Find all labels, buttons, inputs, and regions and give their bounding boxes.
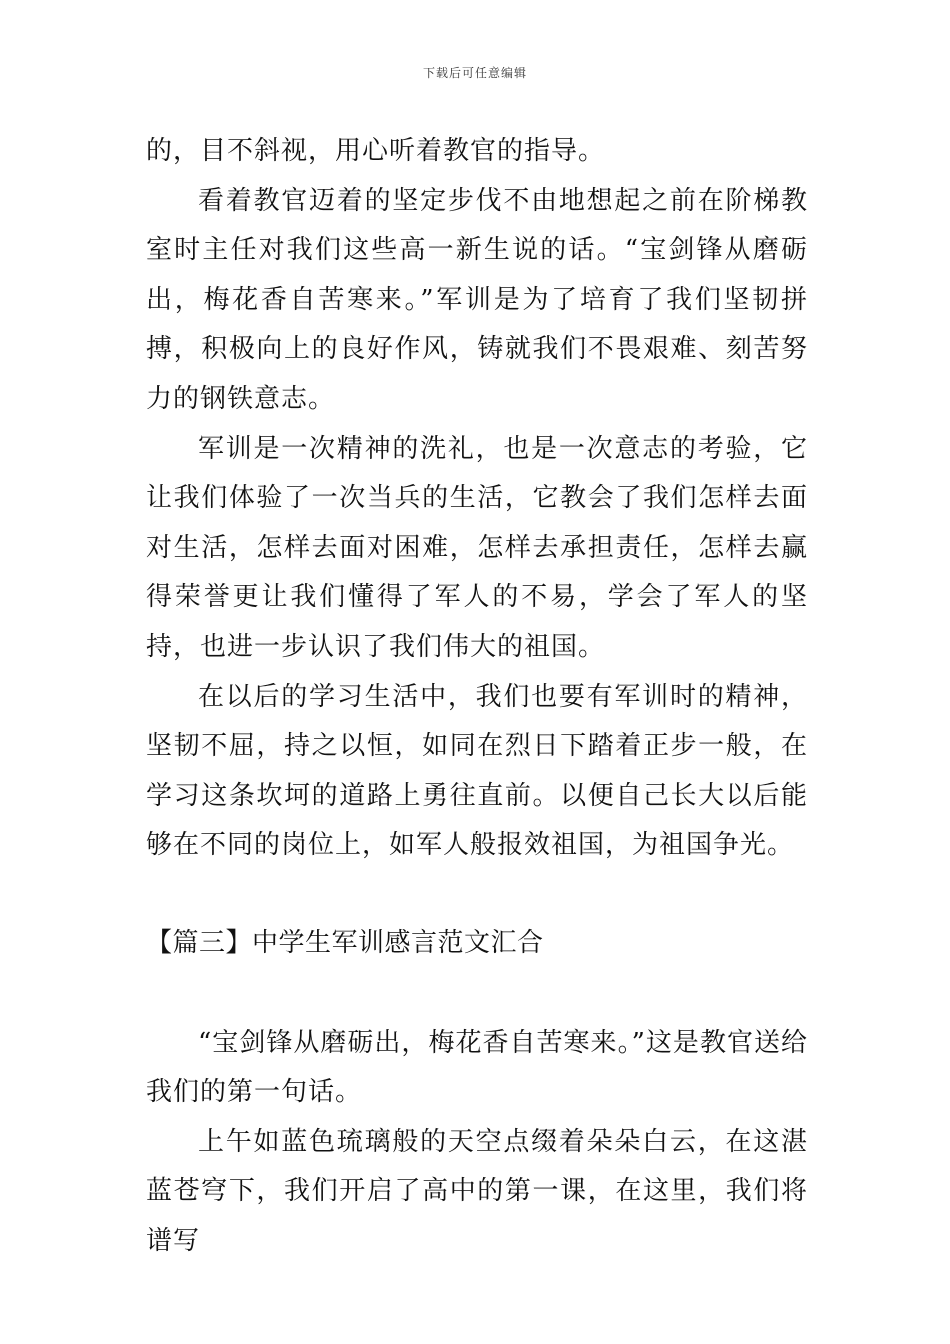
section-heading: 【篇三】中学生军训感言范文汇合: [146, 927, 544, 958]
page-header-note: 下载后可任意编辑: [422, 66, 527, 80]
paragraph: 看着教官迈着的坚定步伐不由地想起之前在阶梯教室时主任对我们这些高一新生说的话。“宝剑锋从磨砺出，梅花香自苦寒来。”军训是为了培育了我们坚韧拼搏，积极向上的良好作风，铸就我们不畏艰难、刻苦努力的钢铁意志。: [146, 185, 808, 414]
paragraph: 上午如蓝色琉璃般的天空点缀着朵朵白云，在这湛蓝苍穹下，我们开启了高中的第一课，在这里，我们将谱写: [146, 1126, 808, 1256]
document-body: [146, 127, 808, 1266]
paragraph-continuation: 的，目不斜视，用心听着教官的指导。: [146, 136, 606, 166]
paragraph: 军训是一次精神的洗礼，也是一次意志的考验，它让我们体验了一次当兵的生活，它教会了我们怎样去面对生活，怎样去面对困难，怎样去承担责任，怎样去赢得荣誉更让我们懂得了军人的不易，学会了军人的坚持，也进一步认识了我们伟大的祖国。: [146, 433, 808, 662]
paragraph: “宝剑锋从磨砺出，梅花香自苦寒来。”这是教官送给我们的第一句话。: [146, 1027, 808, 1108]
paragraph: 在以后的学习生活中，我们也要有军训时的精神，坚韧不屈，持之以恒，如同在烈日下踏着正步一般，在学习这条坎坷的道路上勇往直前。以便自己长大以后能够在不同的岗位上，如军人般报效祖国，为祖国争光。: [146, 681, 808, 861]
